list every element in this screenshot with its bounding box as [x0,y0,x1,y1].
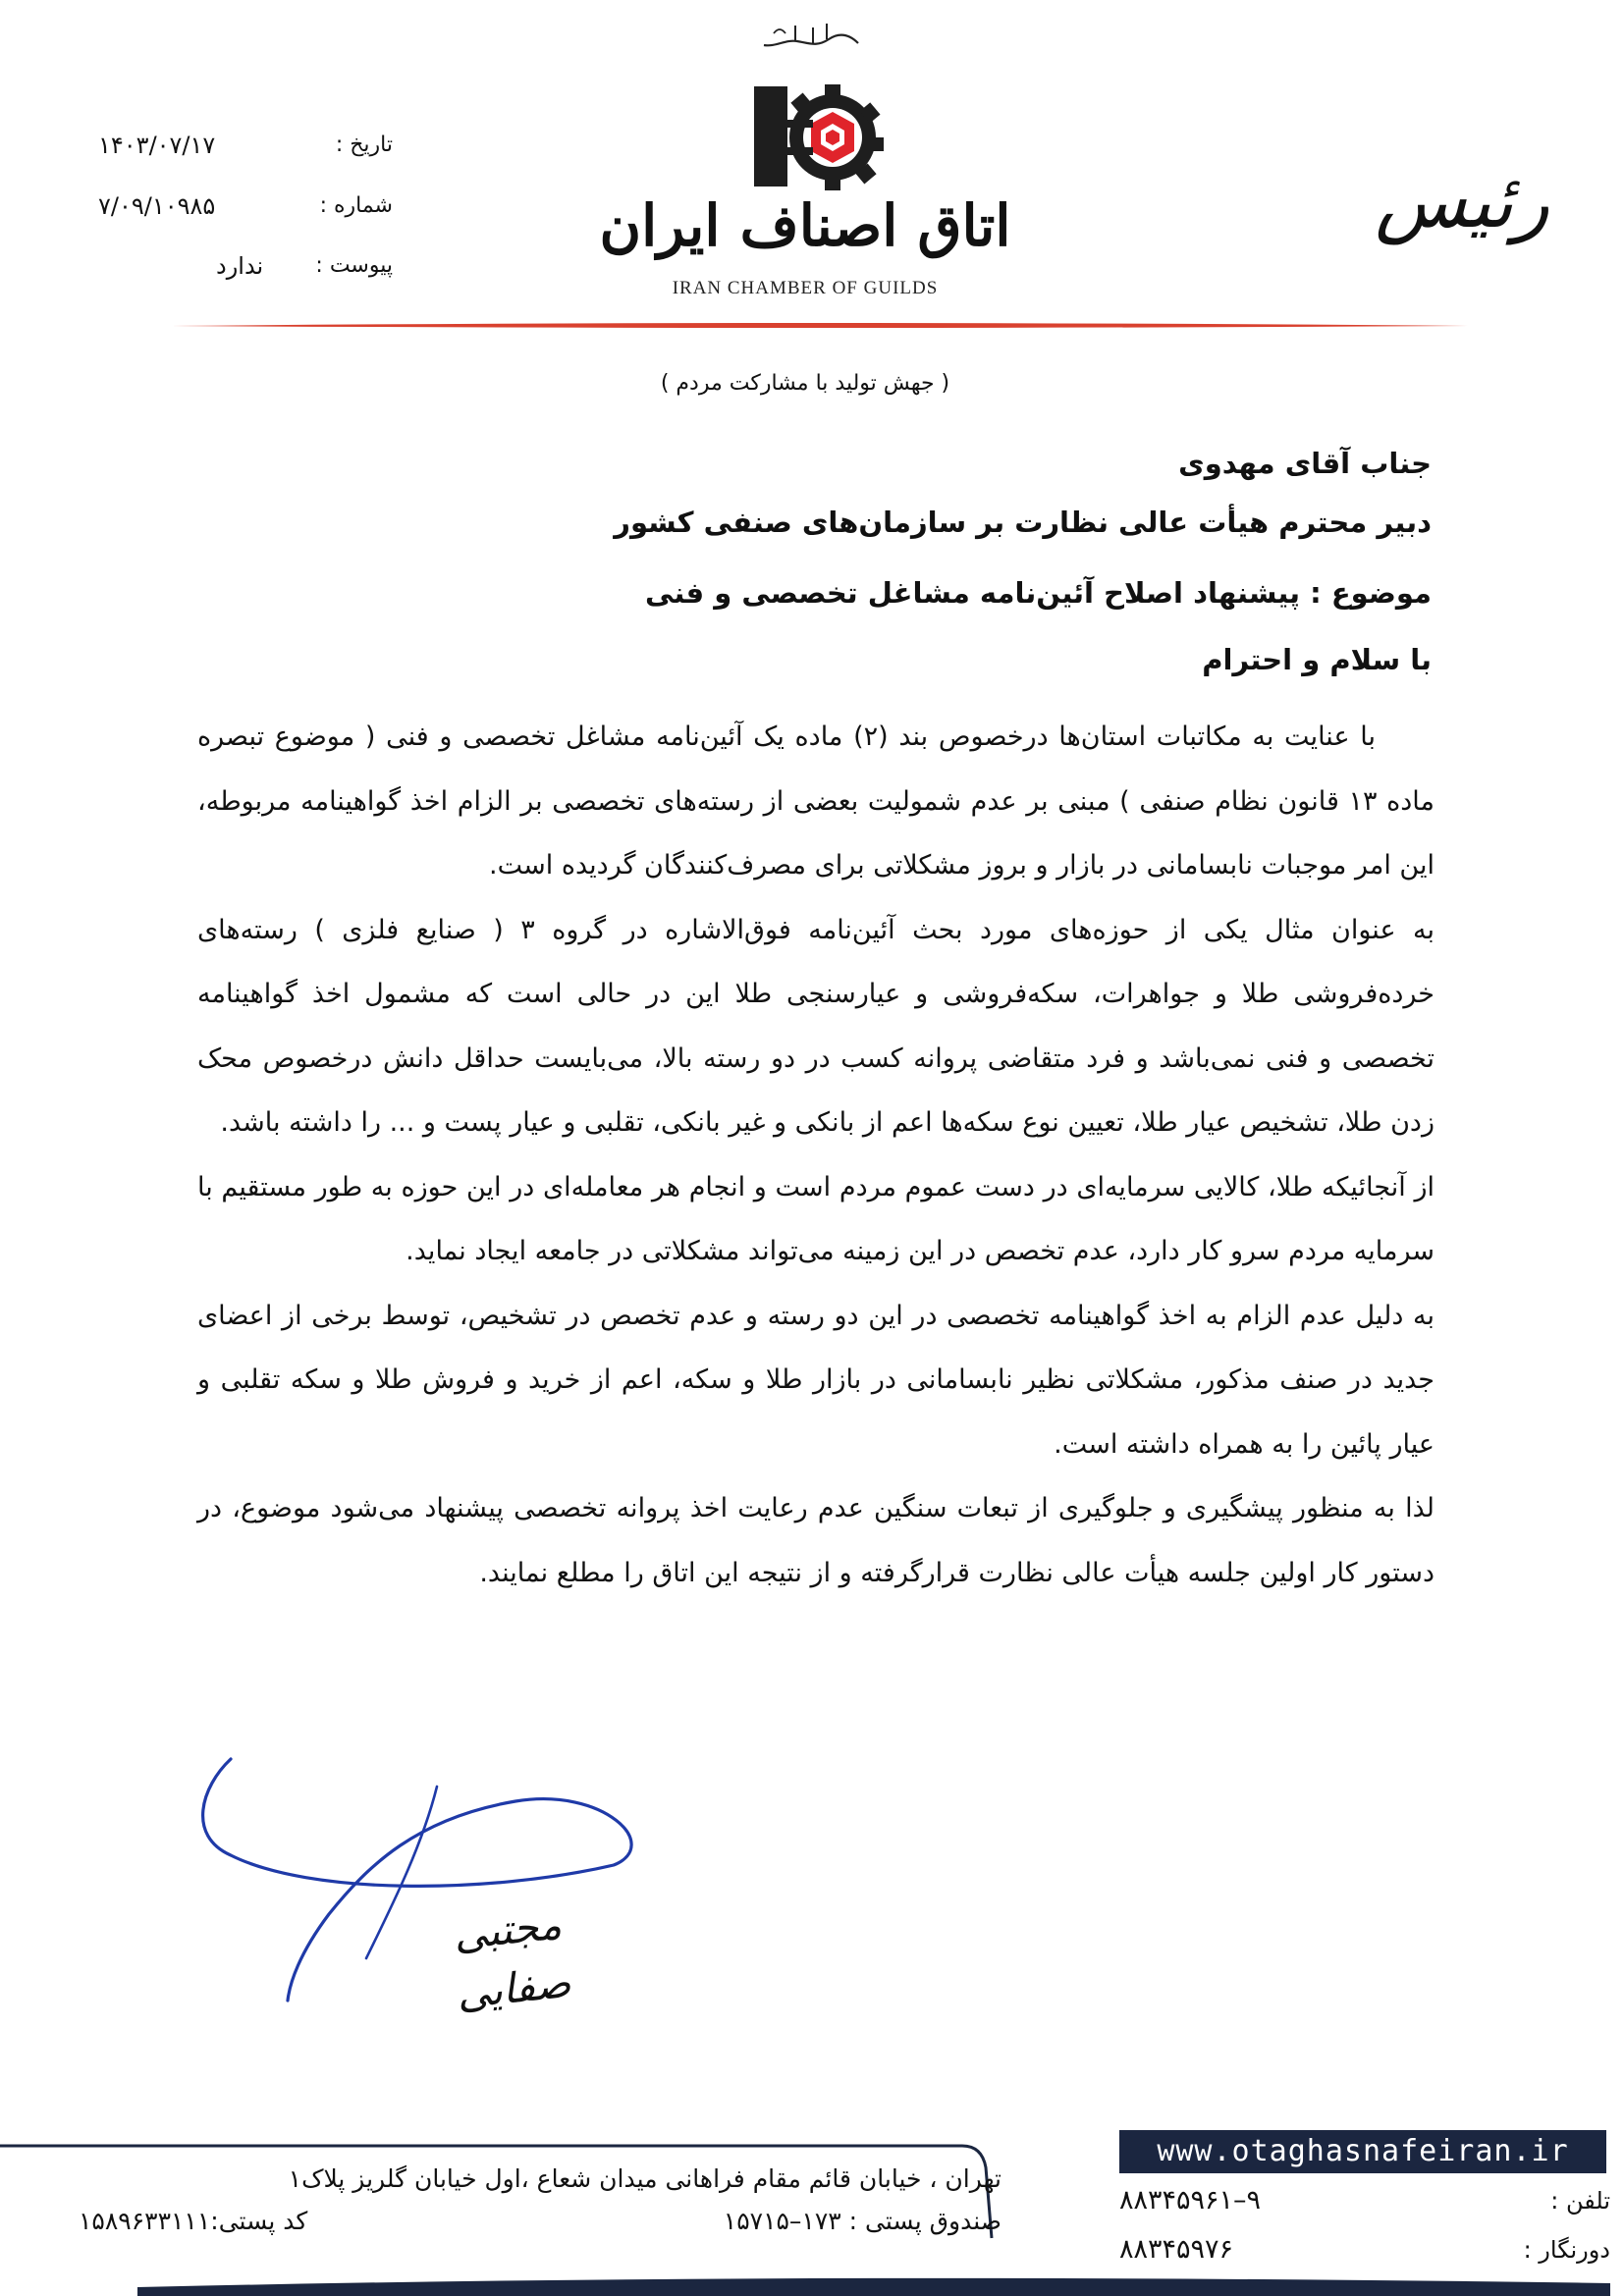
letter-subject: موضوع : پیشنهاد اصلاح آئین‌نامه مشاغل تخصصی و فنی [645,576,1432,610]
body-paragraph-3: از آنجائیکه طلا، کالایی سرمایه‌ای در دست عموم مردم است و انجام هر معامله‌ای در این حوزه به طور مستقیم با سرمایه مردم سرو کار دارد، عدم تخصص در این زمینه می‌تواند مشکلاتی در جامعه ایجاد نماید. [197,1171,1435,1266]
body-paragraph-2: به عنوان مثال یکی از حوزه‌های مورد بحث آئین‌نامه فوق‌الاشاره در گروه ۳ ( صنایع فلزی ) رسته‌های خرده‌فروشی طلا و جواهرات، سکه‌فروشی و عیارسنجی طلا این در حالی است که مشمول اخذ گواهینامه تخصصی و فنی نمی‌باشد و فرد متقاضی پروانه کسب در دو رسته بالا، می‌بایست حداقل دانش درخصوص محک زدن طلا، تشخیص عیار طلا، تعیین نوع سکه‌ها اعم از بانکی و غیر بانکی، تقلبی و عیار پست و ... را داشته باشد. [197,914,1435,1138]
signature-name: مجتبی صفایی [451,1899,573,2018]
chamber-logo-icon [752,82,886,190]
addressee-title: دبیر محترم هیأت عالی نظارت بر سازمان‌های صنفی کشور [614,506,1432,539]
address-codes [79,2202,1001,2241]
date-label: تاریخ : [335,133,393,157]
letter-body [197,705,1435,1605]
phone-label: تلفن : [1550,2187,1610,2215]
header-divider [172,322,1468,330]
postal-code: کد پستی:۱۵۸۹۶۳۳۱۱۱ [79,2207,308,2235]
address-line: تهران ، خیابان قائم مقام فراهانی میدان شعاع ،اول خیابان گلریز پلاک۱ [288,2164,1001,2193]
greeting: با سلام و احترام [1202,643,1432,676]
date-row [98,126,393,165]
position-title: رئیس [1375,157,1549,244]
addressee-name: جناب آقای مهدوی [1178,447,1432,480]
bismillah-calligraphy [756,18,864,57]
chamber-name-fa: اتاق اصناف ایران [599,192,1011,259]
po-box: صندوق پستی : ۱۷۳–۱۵۷۱۵ [723,2207,1001,2235]
number-label: شماره : [319,193,393,218]
date-value: ۱۴۰۳/۰۷/۱۷ [98,132,216,159]
fax-row [1100,2230,1610,2269]
number-value: ۷/۰۹/۱۰۹۸۵ [98,192,216,220]
number-row [98,187,393,226]
fax-value: ۸۸۳۴۵۹۷۶ [1119,2234,1234,2265]
fax-label: دورنگار : [1523,2236,1610,2264]
slogan: ( جهش تولید با مشارکت مردم ) [660,371,950,396]
body-paragraph-1: با عنایت به مکاتبات استان‌ها درخصوص بند (۲) ماده یک آئین‌نامه مشاغل تخصصی و فنی ( موضوع تبصره ماده ۱۳ قانون نظام صنفی ) مبنی بر عدم شمولیت بعضی از رسته‌های تخصصی بر الزام اخذ گواهینامه مربوطه، این امر موجبات نابسامانی در بازار و بروز مشکلاتی برای مصرف‌کنندگان گردیده است. [197,721,1435,881]
attachment-row [98,246,393,286]
phone-value: ۸۸۳۴۵۹۶۱–۹ [1119,2185,1262,2216]
body-paragraph-5: لذا به منظور پیشگیری و جلوگیری از تبعات سنگین عدم رعایت اخذ پروانه تخصصی پیشنهاد می‌شود موضوع، در دستور کار اولین جلسه هیأت عالی نظارت قرارگرفته و از نتیجه این اتاق را مطلع نمایند. [197,1493,1435,1588]
phone-row [1100,2181,1610,2220]
attachment-label: پیوست : [315,253,393,278]
website-link[interactable]: www.otaghasnafeiran.ir [1119,2130,1606,2173]
chamber-name-en: IRAN CHAMBER OF GUILDS [672,278,939,298]
body-paragraph-4: به دلیل عدم الزام به اخذ گواهینامه تخصصی در این دو رسته و عدم تخصص در تشخیص، توسط برخی از اعضای جدید در صنف مذکور، مشکلاتی نظیر نابسامانی در بازار طلا و سکه، اعم از خرید و فروش طلا و سکه تقلبی و عیار پائین را به همراه داشته است. [197,1300,1435,1460]
attachment-value: ندارد [216,252,264,280]
